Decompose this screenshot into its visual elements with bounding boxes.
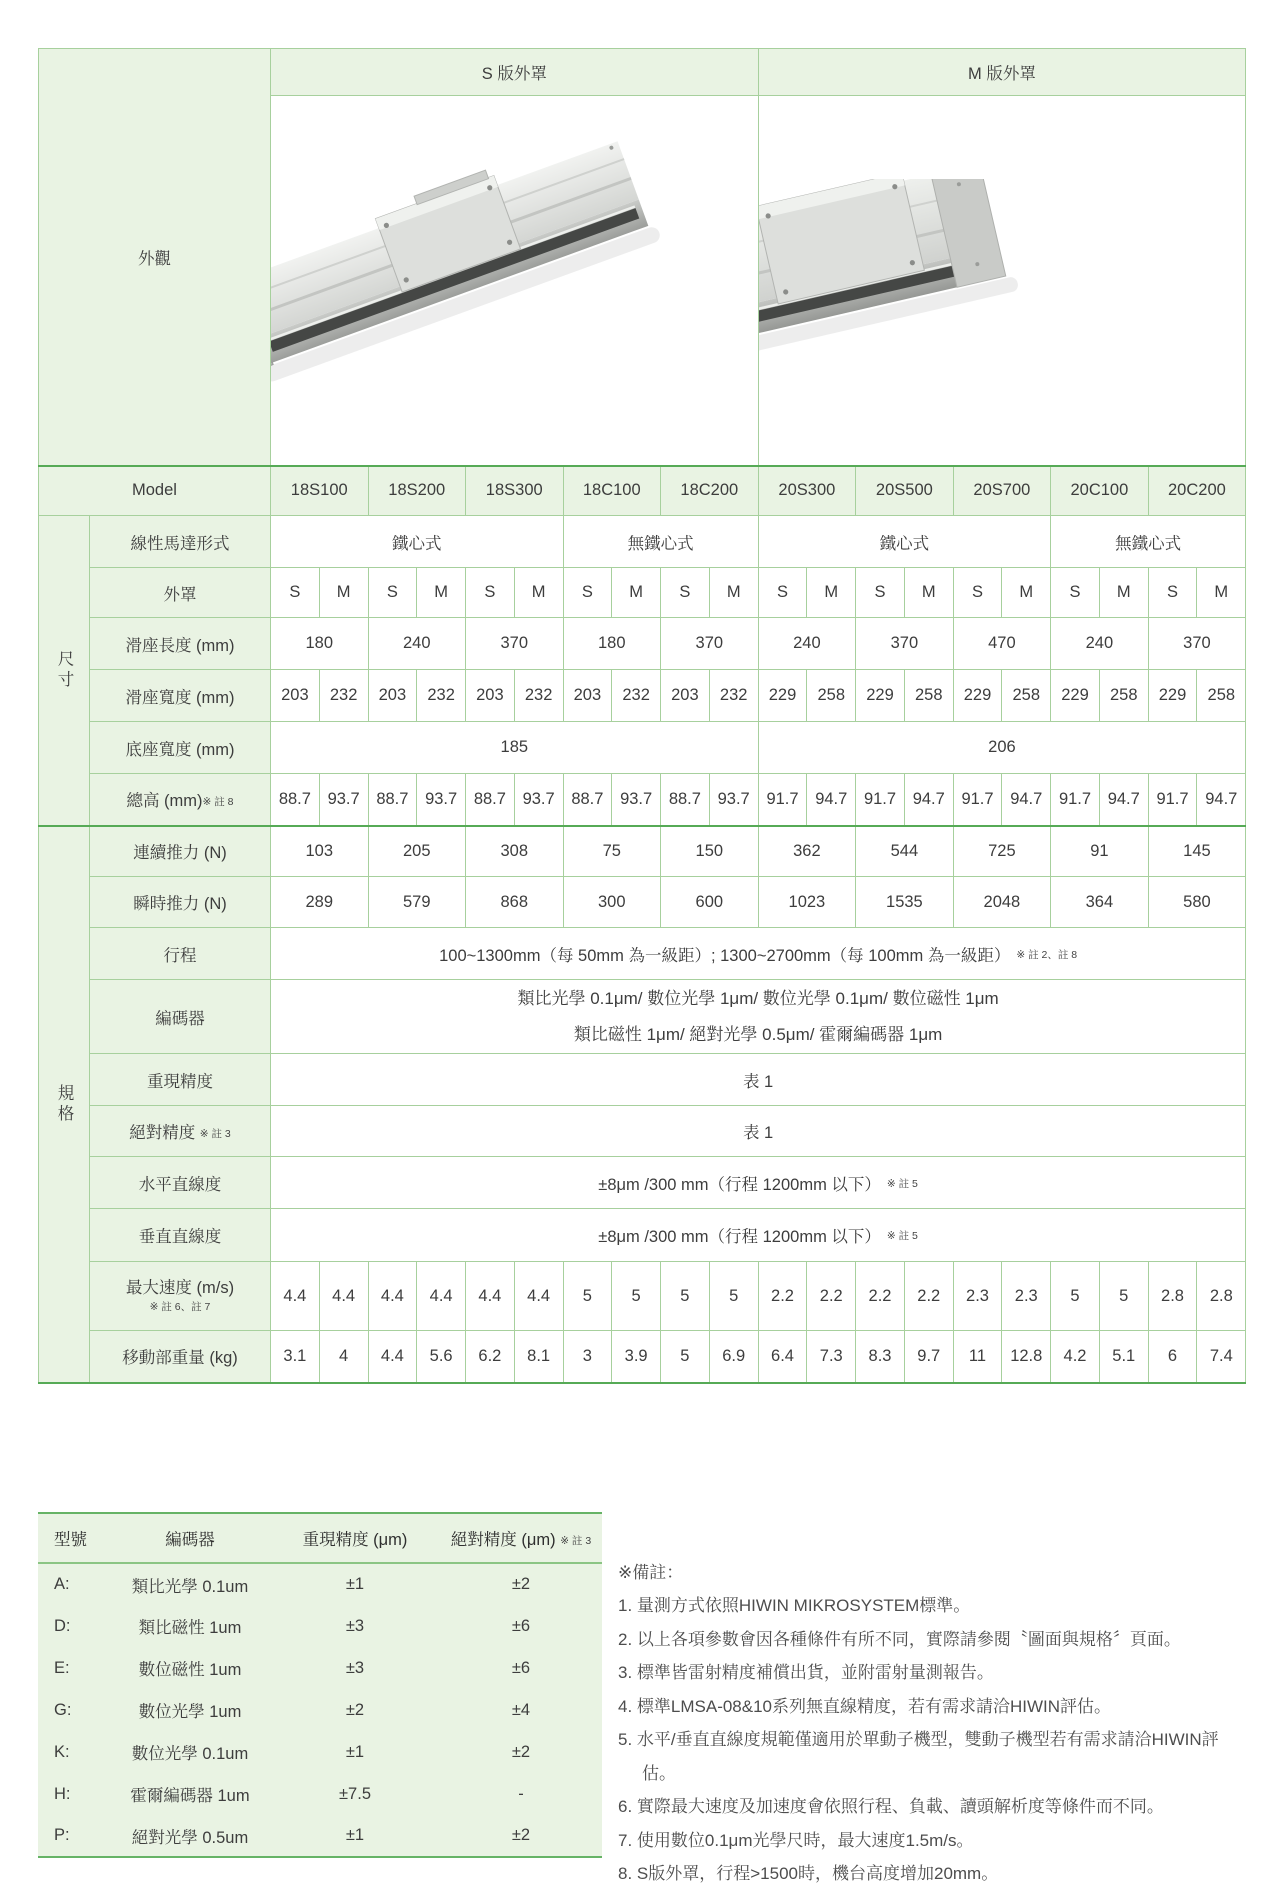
- value-cell: 289: [271, 877, 369, 928]
- encoder-table-header-absolute: 絕對精度 (μm) ※ 註 3: [440, 1513, 602, 1563]
- remark-item: 7. 使用數位0.1μm光學尺時，最大速度1.5m/s。: [618, 1830, 974, 1850]
- value-cell: 94.7: [1002, 774, 1051, 826]
- value-cell: S: [563, 568, 612, 618]
- encoder-type: 類比光學 0.1um: [131, 1577, 249, 1596]
- value-cell: 5: [661, 1262, 710, 1331]
- value-cell: 580: [1148, 877, 1246, 928]
- encoder-code: A:: [54, 1575, 70, 1593]
- value-cell: 203: [563, 670, 612, 722]
- value-cell: 600: [661, 877, 759, 928]
- value-cell: 2.3: [1002, 1262, 1051, 1331]
- model-name: 18S200: [368, 466, 466, 516]
- base-width-label: 底座寬度 (mm): [90, 722, 271, 774]
- value-cell: 232: [417, 670, 466, 722]
- model-name: 20S300: [758, 466, 856, 516]
- value-cell: 579: [368, 877, 466, 928]
- value-cell: 203: [368, 670, 417, 722]
- encoder-table-row: [38, 1689, 602, 1731]
- value-cell: S: [271, 568, 320, 618]
- value-cell: 205: [368, 826, 466, 877]
- m-cover-photo-cell: [758, 96, 1246, 466]
- value-cell: M: [417, 568, 466, 618]
- value-cell: 3.1: [271, 1331, 320, 1383]
- moving-weight-row: [39, 1331, 1246, 1383]
- value-cell: M: [807, 568, 856, 618]
- value-cell: 362: [758, 826, 856, 877]
- encoder-table-header-row: [38, 1513, 602, 1563]
- absolute-value: ±2: [511, 1575, 531, 1593]
- motor-type-row: [39, 516, 1246, 568]
- stroke-value: 100~1300mm（每 50mm 為一級距）; 1300~2700mm（每 100mm 為一級距） ※ 註 2、註 8: [271, 928, 1246, 980]
- remark-item: 2. 以上各項參數會因各種條件有所不同，實際請參閱〝圖面與規格〞頁面。: [618, 1629, 1181, 1649]
- encoder-table-row: [38, 1563, 602, 1605]
- value-cell: 2.8: [1197, 1262, 1246, 1331]
- value-cell: 鐵心式: [758, 516, 1051, 568]
- peak-force-label: 瞬時推力 (N): [90, 877, 271, 928]
- absolute-value: ±4: [511, 1700, 531, 1719]
- slider-length-label: 滑座長度 (mm): [90, 618, 271, 670]
- value-cell: 91.7: [1051, 774, 1100, 826]
- value-cell: 8.1: [514, 1331, 563, 1383]
- dimensions-group-label: 尺寸: [39, 516, 90, 826]
- value-cell: S: [661, 568, 710, 618]
- value-cell: 2048: [953, 877, 1051, 928]
- value-cell: 4.4: [514, 1262, 563, 1331]
- model-row: [39, 466, 1246, 516]
- value-cell: 4.4: [319, 1262, 368, 1331]
- value-cell: 94.7: [904, 774, 953, 826]
- absolute-value: ±6: [511, 1658, 531, 1677]
- value-cell: 150: [661, 826, 759, 877]
- value-cell: 206: [758, 722, 1246, 774]
- note-ref: ※ 註 3: [199, 1128, 231, 1140]
- peak-force-row: [39, 877, 1246, 928]
- value-cell: S: [368, 568, 417, 618]
- value-cell: S: [1148, 568, 1197, 618]
- encoder-table-row: [38, 1647, 602, 1689]
- value-cell: 88.7: [563, 774, 612, 826]
- value-cell: 470: [953, 618, 1051, 670]
- value-cell: 4: [319, 1331, 368, 1383]
- value-cell: 7.4: [1197, 1331, 1246, 1383]
- value-cell: 5: [563, 1262, 612, 1331]
- value-cell: 229: [856, 670, 905, 722]
- value-cell: 表 1: [271, 1054, 1246, 1106]
- repeatability-value: ±3: [345, 1658, 365, 1677]
- value-cell: 868: [466, 877, 564, 928]
- value-cell: 180: [271, 618, 369, 670]
- max-speed-label: 最大速度 (m/s) ※ 註 6、註 7: [90, 1262, 271, 1331]
- value-cell: M: [1002, 568, 1051, 618]
- slider-width-row: [39, 670, 1246, 722]
- value-cell: 無鐵心式: [1051, 516, 1246, 568]
- value-cell: 88.7: [661, 774, 710, 826]
- remarks-title: ※備註：: [618, 1563, 684, 1582]
- value-cell: ±8μm /300 mm（行程 1200mm 以下） ※ 註 5: [271, 1209, 1246, 1262]
- remark-item: 1. 量測方式依照HIWIN MIKROSYSTEM標準。: [618, 1596, 971, 1615]
- value-cell: 300: [563, 877, 661, 928]
- value-cell: M: [904, 568, 953, 618]
- encoder-table-header-encoder: 編碼器: [110, 1513, 270, 1563]
- value-cell: 2.2: [807, 1262, 856, 1331]
- value-cell: 1535: [856, 877, 954, 928]
- value-cell: 93.7: [514, 774, 563, 826]
- value-cell: 5: [1051, 1262, 1100, 1331]
- value-cell: 2.2: [904, 1262, 953, 1331]
- value-cell: 6: [1148, 1331, 1197, 1383]
- value-cell: 232: [709, 670, 758, 722]
- encoder-accuracy-table: [38, 1512, 602, 1858]
- value-cell: 229: [953, 670, 1002, 722]
- value-cell: 145: [1148, 826, 1246, 877]
- value-cell: 258: [1099, 670, 1148, 722]
- value-cell: 4.4: [368, 1262, 417, 1331]
- model-name: 20C100: [1051, 466, 1149, 516]
- model-name: 20S500: [856, 466, 954, 516]
- value-cell: 6.9: [709, 1331, 758, 1383]
- value-cell: 370: [661, 618, 759, 670]
- value-cell: 229: [1051, 670, 1100, 722]
- absolute-accuracy-row: [39, 1106, 1246, 1157]
- encoder-table-row: [38, 1815, 602, 1857]
- specs-group-label: 規格: [39, 826, 90, 1383]
- model-name: 20C200: [1148, 466, 1246, 516]
- value-cell: 4.4: [368, 1331, 417, 1383]
- value-cell: 1023: [758, 877, 856, 928]
- stroke-label: 行程: [90, 928, 271, 980]
- s-cover-photo-cell: [271, 96, 759, 466]
- encoder-table-row: [38, 1731, 602, 1773]
- note-ref: ※ 註 3: [560, 1535, 592, 1547]
- repeatability-value: ±1: [345, 1826, 365, 1844]
- absolute-value: ±2: [511, 1826, 531, 1844]
- s-cover-product-photo: [271, 132, 670, 400]
- encoder-type: 數位光學 1um: [138, 1703, 242, 1721]
- value-cell: 9.7: [904, 1331, 953, 1383]
- encoder-code: G:: [54, 1700, 72, 1719]
- value-cell: 75: [563, 826, 661, 877]
- repeatability-label: 重現精度: [90, 1054, 271, 1106]
- repeatability-value: ±1: [345, 1742, 365, 1761]
- vertical-straightness-label: 垂直直線度: [90, 1209, 271, 1262]
- value-cell: 無鐵心式: [563, 516, 758, 568]
- value-cell: 4.4: [466, 1262, 515, 1331]
- value-cell: 2.3: [953, 1262, 1002, 1331]
- moving-weight-label: 移動部重量 (kg): [90, 1331, 271, 1383]
- value-cell: M: [709, 568, 758, 618]
- total-height-row: [39, 774, 1246, 826]
- encoder-options-line1: 類比光學 0.1μm/ 數位光學 1μm/ 數位光學 0.1μm/ 數位磁性 1μm: [517, 988, 999, 1008]
- value-cell: 370: [466, 618, 564, 670]
- appearance-label: 外觀: [39, 49, 271, 466]
- value-cell: 5: [709, 1262, 758, 1331]
- value-cell: 2.2: [856, 1262, 905, 1331]
- value-cell: 258: [1197, 670, 1246, 722]
- horizontal-straightness-row: [39, 1157, 1246, 1209]
- value-cell: 5: [661, 1331, 710, 1383]
- value-cell: 180: [563, 618, 661, 670]
- encoder-options: [271, 980, 1246, 1054]
- model-name: 18C100: [563, 466, 661, 516]
- value-cell: S: [758, 568, 807, 618]
- value-cell: 7.3: [807, 1331, 856, 1383]
- value-cell: ±8μm /300 mm（行程 1200mm 以下） ※ 註 5: [271, 1157, 1246, 1209]
- value-cell: 370: [856, 618, 954, 670]
- absolute-value: ±6: [511, 1616, 531, 1635]
- motor-type-label: 線性馬達形式: [90, 516, 271, 568]
- total-height-label: 總高 (mm)※ 註 8: [90, 774, 271, 826]
- value-cell: M: [514, 568, 563, 618]
- value-cell: 表 1: [271, 1106, 1246, 1157]
- encoder-code: E:: [54, 1658, 70, 1677]
- value-cell: 544: [856, 826, 954, 877]
- value-cell: 4.4: [417, 1262, 466, 1331]
- encoder-code: D:: [54, 1616, 71, 1635]
- repeatability-value: ±7.5: [339, 1784, 371, 1803]
- value-cell: S: [466, 568, 515, 618]
- cover-label: 外罩: [90, 568, 271, 618]
- encoder-table-row: [38, 1605, 602, 1647]
- value-cell: 258: [1002, 670, 1051, 722]
- repeatability-value: ±2: [345, 1700, 365, 1719]
- remark-item: 3. 標準皆雷射精度補償出貨，並附雷射量測報告。: [618, 1663, 994, 1682]
- value-cell: 2.8: [1148, 1262, 1197, 1331]
- value-cell: 12.8: [1002, 1331, 1051, 1383]
- encoder-code: K:: [54, 1742, 70, 1761]
- value-cell: 11: [953, 1331, 1002, 1383]
- value-cell: M: [319, 568, 368, 618]
- stroke-row: [39, 928, 1246, 980]
- value-cell: 203: [661, 670, 710, 722]
- value-cell: M: [1197, 568, 1246, 618]
- vertical-straightness-row: [39, 1209, 1246, 1262]
- encoder-type: 類比磁性 1um: [138, 1619, 242, 1637]
- m-cover-header: M 版外罩: [758, 49, 1246, 96]
- value-cell: 4.4: [271, 1262, 320, 1331]
- slider-width-label: 滑座寬度 (mm): [90, 670, 271, 722]
- remarks-block: [618, 1556, 1250, 1891]
- value-cell: 91: [1051, 826, 1149, 877]
- cover-header-row: [39, 49, 1246, 96]
- base-width-row: [39, 722, 1246, 774]
- note-ref: ※ 註 5: [886, 1177, 918, 1190]
- remark-item: 4. 標準LMSA-08&10系列無直線精度，若有需求請洽HIWIN評估。: [618, 1696, 1112, 1716]
- value-cell: 6.2: [466, 1331, 515, 1383]
- absolute-accuracy-label: 絕對精度 ※ 註 3: [90, 1106, 271, 1157]
- value-cell: 203: [271, 670, 320, 722]
- value-cell: 5: [612, 1262, 661, 1331]
- value-cell: 3: [563, 1331, 612, 1383]
- value-cell: 232: [612, 670, 661, 722]
- value-cell: 240: [368, 618, 466, 670]
- value-cell: 93.7: [612, 774, 661, 826]
- repeatability-value: ±1: [345, 1575, 365, 1593]
- value-cell: 鐵心式: [271, 516, 564, 568]
- value-cell: 370: [1148, 618, 1246, 670]
- value-cell: 91.7: [758, 774, 807, 826]
- encoder-code: H:: [54, 1784, 71, 1803]
- encoder-type: 數位光學 0.1um: [131, 1745, 249, 1763]
- value-cell: M: [612, 568, 661, 618]
- continuous-force-label: 連續推力 (N): [90, 826, 271, 877]
- model-name: 20S700: [953, 466, 1051, 516]
- value-cell: 2.2: [758, 1262, 807, 1331]
- value-cell: S: [953, 568, 1002, 618]
- note-ref: ※ 註 2、註 8: [1016, 948, 1078, 961]
- value-cell: 5: [1099, 1262, 1148, 1331]
- encoder-table-header-repeatability: 重現精度 (μm): [270, 1513, 440, 1563]
- value-cell: 229: [1148, 670, 1197, 722]
- value-cell: 103: [271, 826, 369, 877]
- value-cell: S: [1051, 568, 1100, 618]
- repeatability-row: [39, 1054, 1246, 1106]
- value-cell: 229: [758, 670, 807, 722]
- value-cell: 203: [466, 670, 515, 722]
- value-cell: 258: [904, 670, 953, 722]
- encoder-type: 霍爾編碼器 1um: [130, 1787, 250, 1805]
- remark-item: 5. 水平/垂直直線度規範僅適用於單動子機型，雙動子機型若有需求請洽HIWIN評估。: [618, 1730, 1219, 1783]
- value-cell: 4.2: [1051, 1331, 1100, 1383]
- model-name: 18S100: [271, 466, 369, 516]
- value-cell: 3.9: [612, 1331, 661, 1383]
- value-cell: 88.7: [271, 774, 320, 826]
- value-cell: 5.6: [417, 1331, 466, 1383]
- remark-item: 6. 實際最大速度及加速度會依照行程、負載、讀頭解析度等條件而不同。: [618, 1797, 1164, 1816]
- value-cell: 93.7: [417, 774, 466, 826]
- value-cell: 258: [807, 670, 856, 722]
- value-cell: 88.7: [466, 774, 515, 826]
- slider-length-row: [39, 618, 1246, 670]
- encoder-table-header-model: 型號: [38, 1513, 110, 1563]
- value-cell: 185: [271, 722, 759, 774]
- value-cell: 88.7: [368, 774, 417, 826]
- value-cell: 364: [1051, 877, 1149, 928]
- value-cell: 5.1: [1099, 1331, 1148, 1383]
- value-cell: 232: [319, 670, 368, 722]
- value-cell: 308: [466, 826, 564, 877]
- note-ref: ※ 註 6、註 7: [149, 1300, 211, 1313]
- m-cover-product-photo: [758, 179, 1027, 369]
- spec-table: [38, 48, 1246, 1384]
- note-ref: ※ 註 5: [886, 1230, 918, 1242]
- value-cell: 93.7: [709, 774, 758, 826]
- continuous-force-row: [39, 826, 1246, 877]
- value-cell: 94.7: [1099, 774, 1148, 826]
- value-cell: 240: [758, 618, 856, 670]
- value-cell: 91.7: [856, 774, 905, 826]
- value-cell: 8.3: [856, 1331, 905, 1383]
- model-label: Model: [39, 466, 271, 516]
- encoder-type: 數位磁性 1um: [138, 1661, 242, 1679]
- encoder-options-line2: 類比磁性 1μm/ 絕對光學 0.5μm/ 霍爾編碼器 1μm: [573, 1024, 943, 1044]
- value-cell: 91.7: [1148, 774, 1197, 826]
- s-cover-header: S 版外罩: [271, 49, 759, 96]
- cover-row: [39, 568, 1246, 618]
- model-name: 18S300: [466, 466, 564, 516]
- value-cell: 94.7: [807, 774, 856, 826]
- encoder-label: 編碼器: [90, 980, 271, 1054]
- value-cell: S: [856, 568, 905, 618]
- value-cell: 93.7: [319, 774, 368, 826]
- value-cell: 232: [514, 670, 563, 722]
- encoder-table-row: [38, 1773, 602, 1815]
- max-speed-row: [39, 1262, 1246, 1331]
- encoder-code: P:: [54, 1826, 70, 1844]
- absolute-value: ±2: [511, 1742, 531, 1761]
- value-cell: 91.7: [953, 774, 1002, 826]
- encoder-type: 絕對光學 0.5um: [131, 1828, 249, 1847]
- absolute-value: -: [518, 1784, 524, 1803]
- remark-item: 8. S版外罩，行程>1500時，機台高度增加20mm。: [618, 1864, 999, 1883]
- model-name: 18C200: [661, 466, 759, 516]
- horizontal-straightness-label: 水平直線度: [90, 1157, 271, 1209]
- value-cell: 6.4: [758, 1331, 807, 1383]
- note-ref: ※ 註 8: [202, 796, 234, 809]
- value-cell: 725: [953, 826, 1051, 877]
- value-cell: 240: [1051, 618, 1149, 670]
- repeatability-value: ±3: [345, 1616, 365, 1635]
- encoder-row: [39, 980, 1246, 1054]
- value-cell: M: [1099, 568, 1148, 618]
- value-cell: 94.7: [1197, 774, 1246, 826]
